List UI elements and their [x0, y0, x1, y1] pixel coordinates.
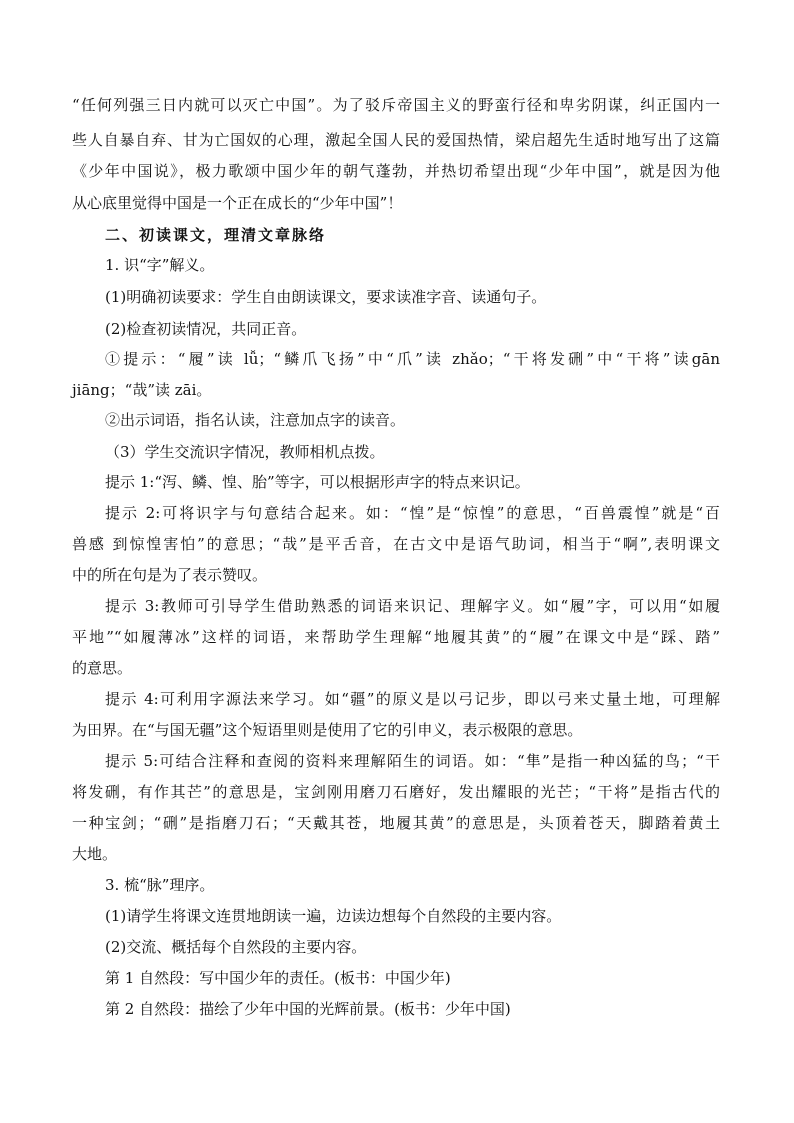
paragraph-line: 提示 4:可利用字源法来学习。如“疆”的原义是以弓记步，即以弓来丈量土地，可理解	[105, 690, 720, 708]
paragraph-line: “任何列强三日内就可以灭亡中国”。为了驳斥帝国主义的野蛮行径和卑劣阴谋，纠正国内一	[72, 96, 720, 114]
paragraph-line: 第 1 自然段：写中国少年的责任。(板书：中国少年)	[105, 969, 451, 987]
paragraph-line: 大地。	[72, 845, 118, 863]
paragraph-line: 1. 识“字”解义。	[105, 256, 215, 274]
paragraph-line: 第 2 自然段：描绘了少年中国的光辉前景。(板书：少年中国)	[105, 1000, 511, 1018]
paragraph-line: (1)请学生将课文连贯地朗读一遍，边读边想每个自然段的主要内容。	[105, 907, 562, 925]
paragraph-line: （3）学生交流识字情况，教师相机点拨。	[105, 443, 385, 461]
paragraph-line: (1)明确初读要求：学生自由朗读课文，要求读准字音、读通句子。	[105, 288, 547, 306]
paragraph-line: 平地”“如履薄冰”这样的词语，来帮助学生理解“地履其黄”的“履”在课文中是“踩、踏”	[72, 628, 720, 646]
paragraph-line: 中的所在句是为了表示赞叹。	[72, 566, 268, 584]
paragraph-line: 为田界。在“与国无疆”这个短语里则是使用了它的引申义，表示极限的意思。	[72, 721, 583, 739]
paragraph-line: 3. 梳“脉”理序。	[105, 876, 215, 894]
paragraph-line: 一种宝剑；“硎”是指磨刀石；“天戴其苍，地履其黄”的意思是，头顶着苍天，脚踏着黄土	[72, 814, 720, 832]
paragraph-line: 提示 2:可将识字与句意结合起来。如：“惶”是“惊惶”的意思，“百兽震惶”就是“百	[105, 504, 720, 522]
paragraph-line: (2)交流、概括每个自然段的主要内容。	[105, 938, 367, 956]
paragraph-line: 从心底里觉得中国是一个正在成长的“少年中国”！	[72, 194, 403, 212]
section-heading: 二、初读课文，理清文章脉络	[105, 226, 327, 244]
paragraph-line: ①提示：“履”读 lǚ；“鳞爪飞扬”中“爪”读 zhǎo；“干将发硎”中“干将”读gān	[105, 350, 720, 368]
paragraph-line: 提示 3:教师可引导学生借助熟悉的词语来识记、理解字义。如“履”字，可以用“如履	[105, 597, 720, 615]
paragraph-line: ②出示词语，指名认读，注意加点字的读音。	[105, 411, 406, 429]
paragraph-line: 将发硎，有作其芒”的意思是，宝剑刚用磨刀石磨好，发出耀眼的光芒；“干将”是指古代的	[72, 783, 720, 801]
paragraph-line: 的意思。	[72, 659, 133, 677]
paragraph-line: 提示 1:“泻、鳞、惶、胎”等字，可以根据形声字的特点来识记。	[105, 473, 530, 491]
paragraph-line: 些人自暴自弃、甘为亡国奴的心理，激起全国人民的爱国热情，梁启超先生适时地写出了这篇	[72, 131, 720, 149]
paragraph-line: 兽感 到惊惶害怕”的意思；“哉”是平舌音，在古文中是语气助词，相当于“啊”,表明课文	[72, 535, 720, 553]
paragraph-line: jiāng；“哉”读 zāi。	[72, 381, 212, 399]
paragraph-line: 《少年中国说》，极力歌颂中国少年的朝气蓬勃，并热切希望出现“少年中国”，就是因为他	[72, 162, 720, 180]
paragraph-line: (2)检查初读情况，共同正音。	[105, 320, 307, 338]
paragraph-line: 提示 5:可结合注释和查阅的资料来理解陌生的词语。如：“隼”是指一种凶猛的鸟；“干	[105, 752, 720, 770]
